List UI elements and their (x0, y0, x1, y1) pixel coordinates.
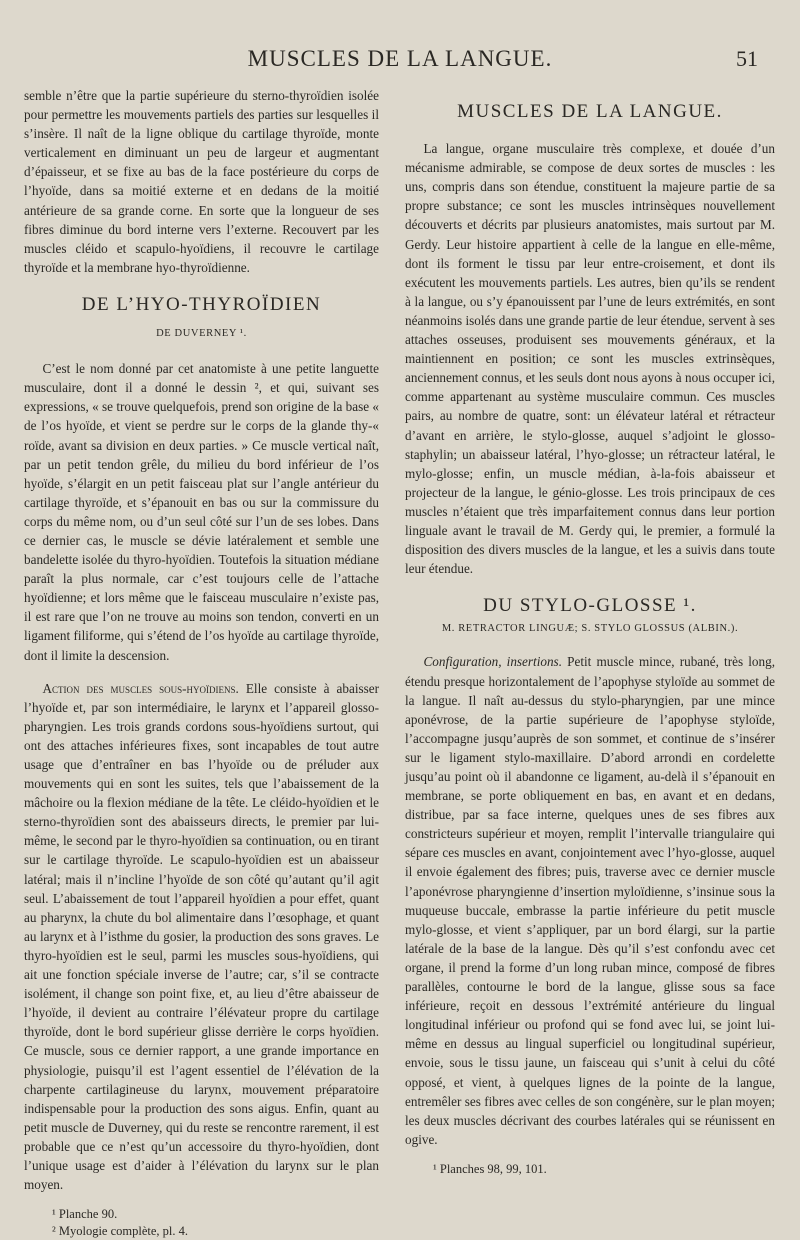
right-paragraph-1: La langue, organe musculaire très complexe, et douée d’un mécanisme admirable, se compose de deux sortes de muscles : les uns, compris dans son étendue, constituent la majeure partie de sa propre substance; ce sont les muscles intrinsèques nouvellement découverts et décrits par plusieurs anatomistes, mais surtout par M. Gerdy. Leur histoire appartient à celle de la langue en elle-même, dont ils forment le tissu par leur entre-croisement, et dont ils exécutent les mouvements partiels. Les autres, bien qu’ils se rendent à la langue, ou s’y épanouissent par l’une de leurs extrémités, en sont néanmoins isolés dans une grande partie de leur étendue, servent à ses attaches osseuses, produisent ses mouvements généraux, et la maintiennent en position; ce sont les muscles extrinsèques, anciennement connus, et les seuls dont nous ayons à nous occuper ici, comme appartenant au système musculaire commun. Ces muscles pairs, au nombre de quatre, sont: un élévateur latéral et rétracteur d’avant en arrière, le stylo-glosse, auquel s’adjoint le glosso-staphylin; un abaisseur latéral, l’hyo-glosse; un rétracteur latéral, le mylo-glosse; enfin, un muscle médian, à-la-fois abaisseur et projecteur de la langue, le génio-glosse. Les trois principaux de ces muscles n’étaient que très imparfaitement connus dans leur portion linguale avant le travail de M. Gerdy qui, le premier, a formulé la disposition des divers muscles de la langue, et les a suivis dans toute leur étendue. (405, 141, 775, 577)
left-paragraph-2: C’est le nom donné par cet anatomiste à une petite languette musculaire, dont il a donné le dessin ², et qui, suivant ses expressions, « se trouve quelquefois, prend son origine de la base « de l’os hyoïde, et vient se perdre sur le corps de la glande thy-« roïde, avant sa division en deux parties. » Ce muscle vertical naît, par un petit tendon grêle, du milieu du bord inférieur de l’os hyoïde, s’élargit en un petit faisceau plat sur l’angle antérieur du cartilage thyroïde, et s’épanouit en bas ou sur la commissure du corps du même nom, ou d’un seul côté sur l’un de ses lobes. Dans ce dernier cas, le muscle se dévie latéralement et semble une bandelette isolée du thyro-hyoïdien. Toutefois la situation médiane paraît la plus normale, car c’est toujours celle de l’attache hyoïdienne; et lors même que le faisceau musculaire n’existe pas, il est rare que l’on ne trouve au moins son tendon, converti en un ligament filiforme, qui s’étend de l’os hyoïde au cartilage thyroïde, dont il limite la descension. (24, 361, 379, 663)
section-subtitle-synonyms: M. RETRACTOR LINGUÆ; S. STYLO GLOSSUS (ALBIN.). (441, 623, 739, 635)
right-paragraph-2-body: Petit muscle mince, rubané, très long, étendu presque horizontalement de l’apophyse styloïde au sommet de la langue. Il naît au-dessus du stylo-pharyngien, par une mince aponévrose, de la partie supérieure de l’apophyse styloïde, l’accompagne jusqu’auprès de son sommet, et continue de s’insérer sur le ligament stylo-maxillaire. D’abord arrondi en cordelette jusqu’au point où il abandonne ce ligament, au-delà il s’épanouit en membrane, se porte obliquement en bas, en avant et en dedans, distribue, par sa face interne, quelques unes de ses fibres aux constricteurs supérieur et moyen, remplit l’intervalle triangulaire qui sépare ces muscles en avant, conjointement avec l’hyo-glosse, auquel il envoie également des fibres; puis, traverse avec ce dernier muscle l’aponévrose pharyngienne d’insertion myloïdienne, s’insinue sous la muqueuse buccale, embrasse la partie inférieure du petit muscle mylo-glosse, et vient s’appliquer, par un bord élargi, sur la partie latérale de la base de la langue. Dès qu’il s’est confondu avec cet organe, il prend la forme d’un long ruban mince, composé de fibres parallèles, contourne le bord de la langue, glisse sous sa face inférieure, reçoit en dessous l’extrémité antérieure du lingual longitudinal inférieur ou profond qui se fond avec lui, se joint lui-même en dessus au lingual superficiel ou longitudinal supérieur, envoie, sous le tissu jaune, un faisceau qui s’unit à celui du côté opposé, et vient, à quelques lignes de la pointe de la langue, entremêler ses fibres avec celles de son congénère, sur le plan moyen; les deux muscles décrivant des courbes latérales qui se réunissent en ogive. (405, 654, 776, 1147)
left-paragraph-3-body: Elle consiste à abaisser l’hyoïde et, par son intermédiaire, le larynx et l’appareil glosso-pharyngien. Les trois grands cordons sous-hyoïdiens surtout, qui ont des attaches inférieures fixes, sont incapables de tout autre usage que d’entraîner en bas l’hyoïde ou de préluder aux mouvements qui en sont les suites, tels que l’abaissement de la mâchoire ou la flexion médiane de la tête. Le cléido-hyoïdien et le sterno-thyroïdien sont des abaisseurs directs, le premier par lui-même, le second par le thyro-hyoïdien sa continuation, ou en tirant sur le cartilage thyroïde. Le scapulo-hyoïdien est un abaisseur latéral; mais il n’incline l’hyoïde de son côté qu’autant qu’il agit seul. L’abaissement de tout l’appareil hyoïdien a pour effet, quant au pharynx, la chute du bol alimentaire dans l’œsophage, et quant au larynx et à l’isthme du gosier, la production des sons graves. Le thyro-hyoïdien est le seul, parmi les muscles sous-hyoïdiens, qui ait une fonction spéciale inverse de l’autre; car, s’il se contracte isolément, il change son point fixe, et, au lieu d’être abaisseur de l’hyoïde, il devient au contraire l’élévateur propre du cartilage thyroïde, dont le bord supérieur glisse derrière le corps hyoïdien. Ce muscle, sous ce dernier rapport, a une grande importance en physiologie, puisqu’il est l’agent essentiel de l’élévation de la charpente cartilagineuse du larynx, mouvement préparatoire indispensable pour la production des sons aigus. Enfin, quant au petit muscle de Duverney, qui du reste se rencontre rarement, il est probable que ce n’est qu’un accessoire du thyro-hyoïdien, dont l’unique usage est d’aider à l’élévation du larynx sur le plan moyen. (24, 680, 379, 1193)
section-title-hyo-thyroidien: DE L’HYO-THYROÏDIEN (81, 293, 322, 315)
footnote: ² Myologie complète, pl. 4. (52, 1224, 189, 1239)
paragraph-lead-action: Action des muscles sous-hyoïdiens. (42, 680, 239, 696)
right-paragraph-2 (405, 652, 775, 1148)
left-footnotes (24, 1206, 379, 1240)
footnote: ¹ Planches 98, 99, 101. (433, 1161, 547, 1176)
right-footnotes (405, 1161, 775, 1178)
right-column (405, 102, 775, 1178)
footnote: ¹ Planche 90. (52, 1207, 118, 1222)
chapter-title: MUSCLES DE LA LANGUE. (457, 101, 723, 122)
running-title: MUSCLES DE LA LANGUE. (247, 46, 553, 71)
section-title-stylo-glosse: DU STYLO-GLOSSE ¹. (483, 595, 697, 617)
page-number: 51 (736, 46, 758, 71)
paragraph-lead-configuration: Configuration, insertions. (423, 654, 562, 670)
left-paragraph-3 (24, 679, 379, 1195)
section-subtitle-duverney: DE DUVERNEY ¹. (156, 328, 247, 340)
left-paragraph-1: semble n’être que la partie supérieure du sterno-thyroïdien isolée pour permettre les mouvements partiels des parties sur lesquelles il s’insère. Il naît de la ligne oblique du cartilage thyroïde, monte verticalement en diminuant un peu de largeur et augmentant d’épaisseur, et se fixe au bas de la face postérieure du corps de l’hyoïde, dans sa moitié externe et en dedans de la moitié antérieure de sa grande corne. En sorte que la longueur de ses fibres diminue du bord interne vers l’externe. Recouvert par les muscles cléido et scapulo-hyoïdiens, il recouvre le cartilage thyroïde et la membrane hyo-thyroïdienne. (24, 88, 379, 275)
left-column (24, 86, 379, 1240)
